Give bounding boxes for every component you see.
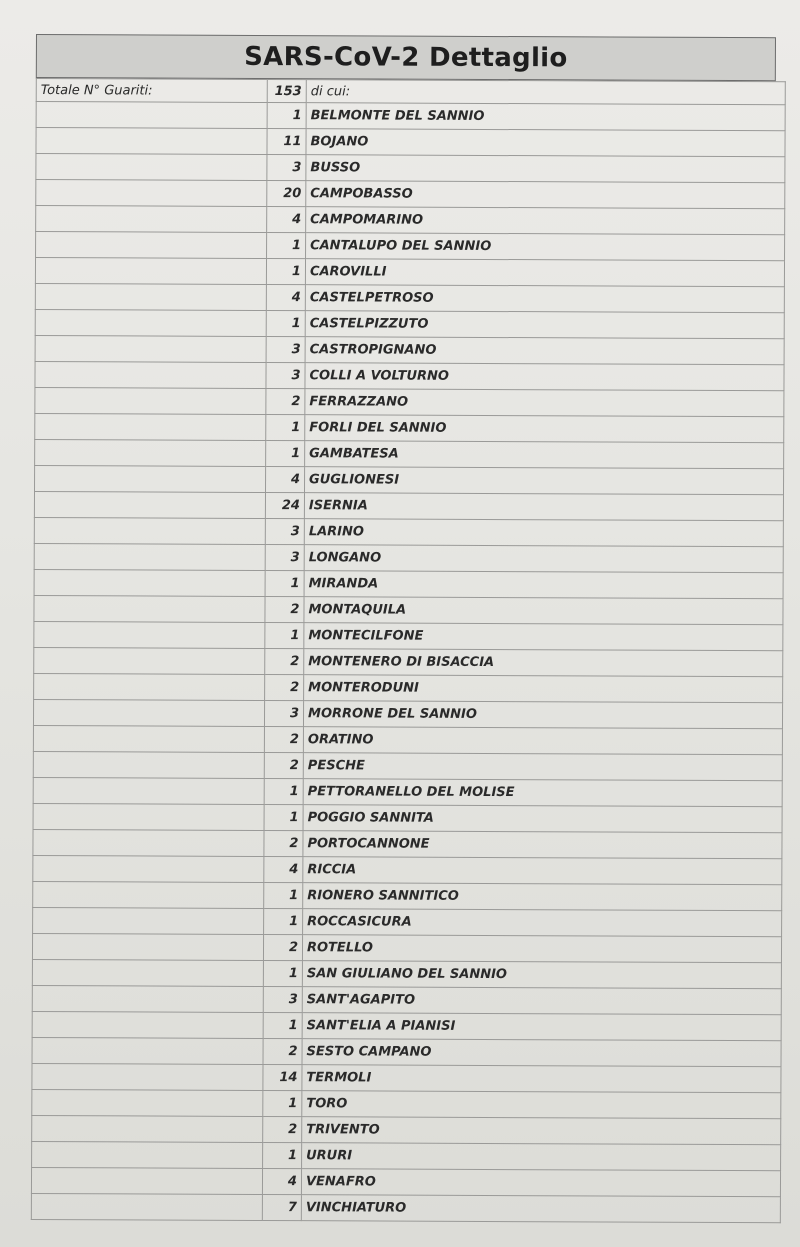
- recovered-count: 2: [263, 1116, 302, 1142]
- table-row: [34, 543, 783, 572]
- town-name: ROCCASICURA: [303, 909, 782, 937]
- town-name: VENAFRO: [301, 1169, 780, 1197]
- town-name: MONTERODUNI: [304, 675, 783, 703]
- town-name: FORLI DEL SANNIO: [305, 415, 784, 443]
- recovered-count: 2: [263, 935, 302, 961]
- table-row: [33, 907, 782, 936]
- town-name: ORATINO: [303, 727, 782, 755]
- town-name: LARINO: [304, 519, 783, 547]
- recovered-count: 1: [266, 311, 305, 337]
- recovered-count: 4: [266, 285, 305, 311]
- empty-label-cell: [32, 1141, 263, 1168]
- empty-label-cell: [34, 569, 265, 596]
- table-row: [34, 621, 783, 650]
- town-name: VINCHIATURO: [301, 1195, 780, 1223]
- empty-label-cell: [34, 673, 265, 700]
- table-row: [32, 985, 781, 1014]
- recovered-count: 4: [266, 467, 305, 493]
- table-row: [33, 881, 782, 910]
- empty-label-cell: [33, 907, 264, 934]
- town-name: CAMPOBASSO: [306, 181, 785, 209]
- recovered-count: 1: [264, 779, 303, 805]
- recovered-count: 3: [265, 519, 304, 545]
- table-row: [36, 206, 785, 235]
- recovered-count: 1: [266, 415, 305, 441]
- table-row: [36, 232, 785, 261]
- town-name: PESCHE: [303, 753, 782, 781]
- empty-label-cell: [31, 1167, 262, 1194]
- town-name: POGGIO SANNITA: [303, 805, 782, 833]
- empty-label-cell: [35, 361, 266, 388]
- table-row: [35, 309, 784, 338]
- recovered-count: 3: [263, 987, 302, 1013]
- town-name: RIONERO SANNITICO: [303, 883, 782, 911]
- recovered-count: 1: [266, 441, 305, 467]
- table-row: [33, 699, 782, 728]
- table-row: [33, 803, 782, 832]
- recovered-count: 3: [266, 337, 305, 363]
- table-row: [32, 933, 781, 962]
- town-name: CASTELPIZZUTO: [305, 311, 784, 339]
- table-row: [35, 335, 784, 364]
- detail-sheet: [31, 34, 776, 1223]
- town-name: MONTECILFONE: [304, 623, 783, 651]
- table-row: [34, 595, 783, 624]
- table-row: [34, 491, 783, 520]
- table-row: [32, 1063, 781, 1092]
- town-name: CASTROPIGNANO: [305, 337, 784, 365]
- empty-label-cell: [35, 413, 266, 440]
- empty-label-cell: [36, 154, 267, 181]
- empty-label-cell: [35, 283, 266, 310]
- total-label: Totale N° Guariti:: [36, 79, 267, 103]
- town-name: CAMPOMARINO: [306, 207, 785, 235]
- recovered-count: 4: [267, 207, 306, 233]
- town-name: CANTALUPO DEL SANNIO: [306, 233, 785, 261]
- town-name: TERMOLI: [302, 1065, 781, 1093]
- sheet-title: SARS-CoV-2 Dettaglio: [36, 34, 776, 81]
- empty-label-cell: [34, 647, 265, 674]
- recovered-count: 3: [266, 363, 305, 389]
- empty-label-cell: [33, 725, 264, 752]
- table-row: [34, 673, 783, 702]
- table-row: [32, 1089, 781, 1118]
- total-value: 153: [267, 80, 306, 103]
- total-row: [36, 79, 785, 105]
- recovered-count: 3: [264, 701, 303, 727]
- recovered-count: 1: [263, 1142, 302, 1168]
- table-row: [32, 1011, 781, 1040]
- empty-label-cell: [34, 621, 265, 648]
- town-name: SESTO CAMPANO: [302, 1039, 781, 1067]
- recovered-count: 11: [267, 129, 306, 155]
- table-row: [36, 180, 785, 209]
- empty-label-cell: [34, 595, 265, 622]
- town-name: GUGLIONESI: [305, 467, 784, 495]
- town-name: BELMONTE DEL SANNIO: [306, 103, 785, 131]
- empty-label-cell: [32, 1037, 263, 1064]
- recovered-count: 2: [265, 675, 304, 701]
- recovered-count: 2: [263, 1039, 302, 1065]
- town-name: BOJANO: [306, 129, 785, 157]
- table-row: [35, 387, 784, 416]
- empty-label-cell: [34, 543, 265, 570]
- empty-label-cell: [32, 959, 263, 986]
- recovered-count: 2: [265, 597, 304, 623]
- town-name: BUSSO: [306, 155, 785, 183]
- empty-label-cell: [36, 232, 267, 259]
- recovered-count: 1: [265, 623, 304, 649]
- town-name: COLLI A VOLTURNO: [305, 363, 784, 391]
- table-row: [35, 258, 784, 287]
- empty-label-cell: [32, 1115, 263, 1142]
- table-row: [36, 154, 785, 183]
- table-row: [35, 439, 784, 468]
- town-name: URURI: [302, 1143, 781, 1171]
- table-row: [32, 1037, 781, 1066]
- town-name: SAN GIULIANO DEL SANNIO: [302, 961, 781, 989]
- town-name: MIRANDA: [304, 571, 783, 599]
- table-row: [35, 465, 784, 494]
- table-row: [33, 725, 782, 754]
- table-row: [31, 1167, 780, 1196]
- table-row: [33, 777, 782, 806]
- recovered-count: 1: [265, 571, 304, 597]
- recovered-table: [31, 78, 786, 1223]
- empty-label-cell: [34, 517, 265, 544]
- recovered-count: 2: [264, 727, 303, 753]
- town-name: PORTOCANNONE: [303, 831, 782, 859]
- recovered-count: 4: [262, 1168, 301, 1194]
- total-suffix: di cui:: [306, 80, 785, 105]
- table-row: [34, 517, 783, 546]
- empty-label-cell: [32, 933, 263, 960]
- town-name: FERRAZZANO: [305, 389, 784, 417]
- empty-label-cell: [35, 258, 266, 285]
- empty-label-cell: [33, 777, 264, 804]
- town-name: LONGANO: [304, 545, 783, 573]
- recovered-count: 1: [263, 1013, 302, 1039]
- table-row: [36, 102, 785, 131]
- empty-label-cell: [33, 829, 264, 856]
- table-row: [33, 855, 782, 884]
- table-row: [32, 1141, 781, 1170]
- recovered-count: 14: [263, 1065, 302, 1091]
- recovered-count: 2: [266, 389, 305, 415]
- recovered-count: 2: [265, 649, 304, 675]
- town-name: MORRONE DEL SANNIO: [303, 701, 782, 729]
- town-name: PETTORANELLO DEL MOLISE: [303, 779, 782, 807]
- town-name: TORO: [302, 1091, 781, 1119]
- empty-label-cell: [35, 387, 266, 414]
- town-name: SANT'ELIA A PIANISI: [302, 1013, 781, 1041]
- table-row: [33, 751, 782, 780]
- table-row: [36, 128, 785, 157]
- empty-label-cell: [35, 335, 266, 362]
- recovered-count: 20: [267, 181, 306, 207]
- empty-label-cell: [33, 751, 264, 778]
- empty-label-cell: [33, 881, 264, 908]
- town-name: GAMBATESA: [305, 441, 784, 469]
- recovered-count: 1: [267, 103, 306, 129]
- table-row: [34, 647, 783, 676]
- empty-label-cell: [33, 803, 264, 830]
- table-row: [31, 1193, 780, 1222]
- empty-label-cell: [36, 102, 267, 129]
- empty-label-cell: [32, 1011, 263, 1038]
- recovered-count: 1: [264, 805, 303, 831]
- town-name: TRIVENTO: [302, 1117, 781, 1145]
- recovered-count: 1: [267, 233, 306, 259]
- empty-label-cell: [36, 206, 267, 233]
- empty-label-cell: [36, 180, 267, 207]
- town-name: ISERNIA: [304, 493, 783, 521]
- recovered-count: 2: [264, 831, 303, 857]
- empty-label-cell: [32, 1089, 263, 1116]
- recovered-count: 3: [267, 155, 306, 181]
- table-row: [34, 569, 783, 598]
- empty-label-cell: [36, 128, 267, 155]
- table-row: [35, 413, 784, 442]
- town-name: SANT'AGAPITO: [302, 987, 781, 1015]
- town-name: MONTENERO DI BISACCIA: [304, 649, 783, 677]
- table-row: [32, 1115, 781, 1144]
- empty-label-cell: [33, 699, 264, 726]
- table-row: [35, 361, 784, 390]
- recovered-count: 1: [263, 1091, 302, 1117]
- recovered-count: 1: [266, 259, 305, 285]
- recovered-count: 2: [264, 753, 303, 779]
- recovered-count: 1: [264, 883, 303, 909]
- recovered-count: 24: [265, 493, 304, 519]
- empty-label-cell: [35, 309, 266, 336]
- recovered-count: 7: [262, 1194, 301, 1220]
- empty-label-cell: [34, 491, 265, 518]
- empty-label-cell: [33, 855, 264, 882]
- town-name: MONTAQUILA: [304, 597, 783, 625]
- table-row: [33, 829, 782, 858]
- empty-label-cell: [32, 1063, 263, 1090]
- recovered-count: 1: [263, 961, 302, 987]
- town-name: CAROVILLI: [305, 259, 784, 287]
- empty-label-cell: [32, 985, 263, 1012]
- table-row: [32, 959, 781, 988]
- recovered-count: 1: [264, 909, 303, 935]
- recovered-count: 3: [265, 545, 304, 571]
- table-row: [35, 283, 784, 312]
- recovered-count: 4: [264, 857, 303, 883]
- town-name: ROTELLO: [302, 935, 781, 963]
- empty-label-cell: [31, 1193, 262, 1220]
- town-name: CASTELPETROSO: [305, 285, 784, 313]
- town-name: RICCIA: [303, 857, 782, 885]
- empty-label-cell: [35, 439, 266, 466]
- empty-label-cell: [35, 465, 266, 492]
